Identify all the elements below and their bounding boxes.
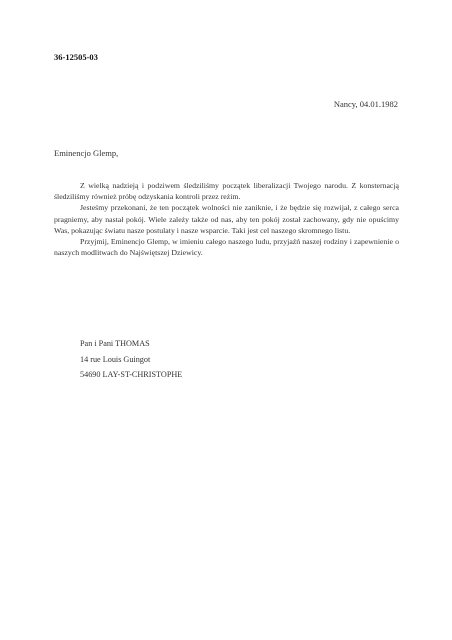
paragraph-1: Z wielką nadzieją i podziwem śledziliśmy początek liberalizacji Twojego narodu. Z konsternacją śledziliśmy również próbę odzyskania kontroli przez reżim. [54,181,399,202]
reference-number: 36-12505-03 [54,52,98,62]
salutation: Eminencjo Glemp, [54,148,119,158]
signature-name: Pan i Pani THOMAS [80,339,150,348]
signature-street: 14 rue Louis Guingot [80,354,151,364]
place-date: Nancy, 04.01.1982 [333,99,398,109]
signature-block [80,336,182,383]
signature-city: 54690 LAY-ST-CHRISTOPHE [80,370,183,379]
paragraph-3: Przyjmij, Eminencjo Glemp, w imieniu całego naszego ludu, przyjaźń naszej rodziny i zapewnienie o naszych modlitwach do Najświętszej Dziewicy. [54,237,399,258]
letter-body [54,180,399,258]
paragraph-2: Jesteśmy przekonani, że ten początek wolności nie zaniknie, i że będzie się rozwijał, z całego serca pragniemy, aby nastał pokój. Wiele zależy także od nas, aby ten pokój został zachowany, gdy nie opuścimy Was, pokazując światu nasze postulaty i nasze wsparcie. Taki jest cel naszego skromnego listu. [54,203,399,235]
